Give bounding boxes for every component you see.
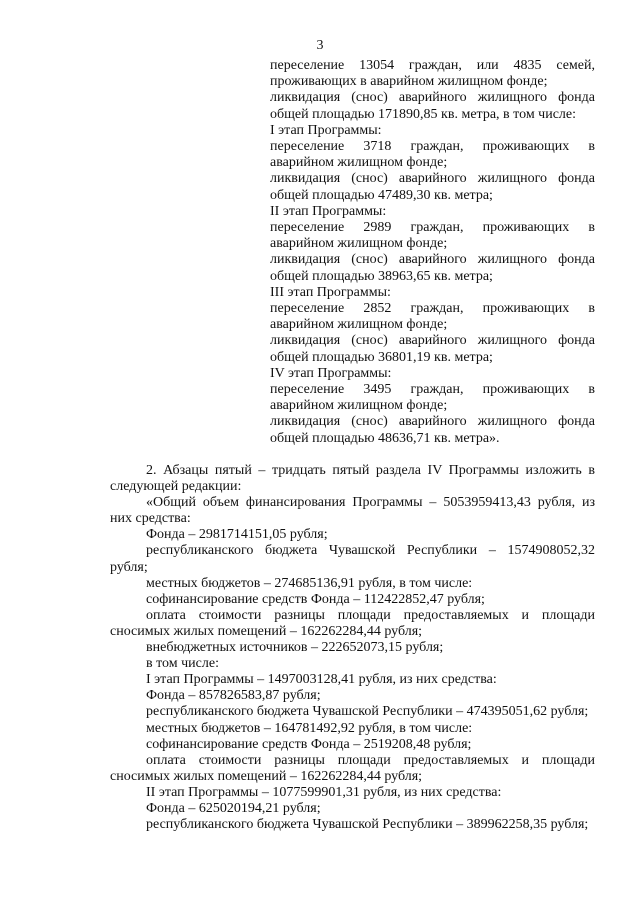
amendment-heading-paragraph: 2. Абзацы пятый – тридцать пятый раздела IV Программы изложить в следующей редакции:: [110, 463, 595, 495]
text-paragraph: ликвидация (снос) аварийного жилищного фонда общей площадью 47489,30 кв. метра;: [270, 171, 595, 203]
text-paragraph: местных бюджетов – 274685136,91 рубля, в том числе:: [146, 575, 473, 591]
amendment-body: [110, 463, 595, 833]
text-paragraph: софинансирование средств Фонда – 112422852,47 рубля;: [146, 591, 485, 607]
text-paragraph: оплата стоимости разницы площади предоставляемых и площади сносимых жилых помещений – 162262284,44 рубля;: [110, 752, 595, 784]
text-paragraph: Фонда – 857826583,87 рубля;: [146, 688, 321, 704]
text-paragraph: ликвидация (снос) аварийного жилищного фонда общей площадью 171890,85 кв. метра, в том числе:: [270, 90, 595, 122]
text-paragraph: переселение 13054 граждан, или 4835 семей, проживающих в аварийном жилищном фонде;: [270, 58, 595, 90]
text-paragraph: оплата стоимости разницы площади предоставляемых и площади сносимых жилых помещений – 162262284,44 рубля;: [110, 607, 595, 639]
stage-heading: II этап Программы:: [270, 203, 387, 219]
text-paragraph: в том числе:: [146, 656, 219, 672]
stage-heading: III этап Программы:: [270, 284, 391, 300]
program-stages-summary: [270, 58, 595, 447]
stage-heading: IV этап Программы:: [270, 365, 392, 381]
stage-heading: I этап Программы – 1497003128,41 рубля, из них средства:: [146, 672, 497, 688]
text-paragraph: республиканского бюджета Чувашской Республики – 1574908052,32 рубля;: [110, 543, 595, 575]
text-paragraph: переселение 3718 граждан, проживающих в аварийном жилищном фонде;: [270, 139, 595, 171]
text-paragraph: Фонда – 625020194,21 рубля;: [146, 800, 321, 816]
text-paragraph: переселение 2852 граждан, проживающих в аварийном жилищном фонде;: [270, 301, 595, 333]
text-paragraph: местных бюджетов – 164781492,92 рубля, в том числе:: [146, 720, 473, 736]
text-paragraph: ликвидация (снос) аварийного жилищного фонда общей площадью 38963,65 кв. метра;: [270, 252, 595, 284]
text-paragraph: республиканского бюджета Чувашской Республики – 389962258,35 рубля;: [146, 817, 589, 833]
text-paragraph: переселение 2989 граждан, проживающих в аварийном жилищном фонде;: [270, 220, 595, 252]
text-paragraph: ликвидация (снос) аварийного жилищного фонда общей площадью 36801,19 кв. метра;: [270, 333, 595, 365]
text-paragraph: переселение 3495 граждан, проживающих в аварийном жилищном фонде;: [270, 382, 595, 414]
text-paragraph: софинансирование средств Фонда – 2519208,48 рубля;: [146, 736, 472, 752]
page-number: 3: [316, 38, 324, 53]
text-paragraph: ликвидация (снос) аварийного жилищного фонда общей площадью 48636,71 кв. метра».: [270, 414, 595, 446]
text-paragraph: внебюджетных источников – 222652073,15 рубля;: [146, 640, 444, 656]
stage-heading: I этап Программы:: [270, 122, 382, 138]
stage-heading: II этап Программы – 1077599901,31 рубля, из них средства:: [146, 784, 502, 800]
text-paragraph: «Общий объем финансирования Программы – 5053959413,43 рубля, из них средства:: [110, 495, 595, 527]
text-paragraph: Фонда – 2981714151,05 рубля;: [146, 527, 328, 543]
text-paragraph: республиканского бюджета Чувашской Республики – 474395051,62 рубля;: [146, 704, 589, 720]
